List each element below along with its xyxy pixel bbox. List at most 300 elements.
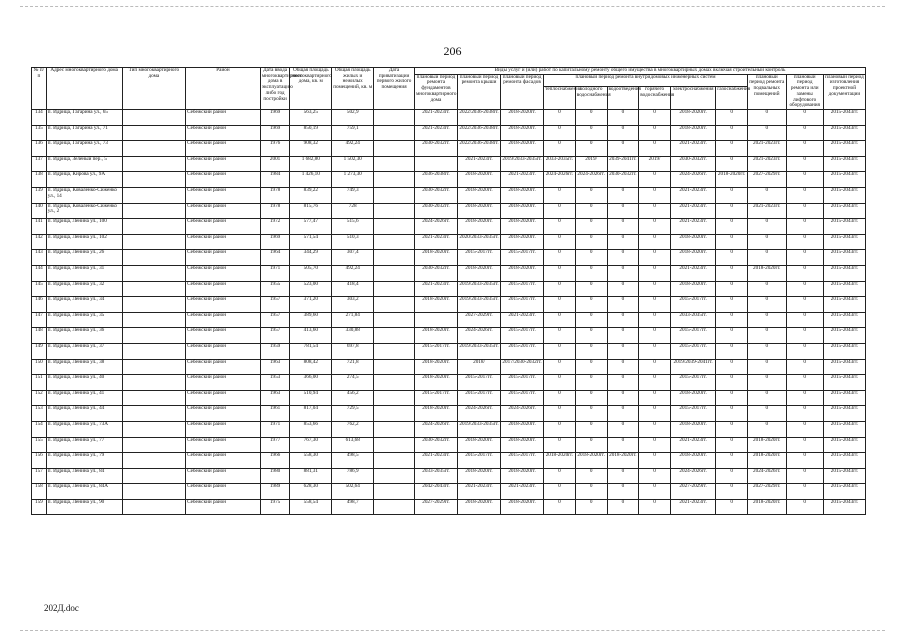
cell-gas: 0 [716,297,748,313]
cell-area: 628,30 [290,484,332,500]
cell-priv [374,468,415,484]
cell-facade: 2018-2020гг. [501,219,544,235]
cell-addr: п. Идрица, Ленина ул., 34 [46,297,122,313]
cell-proj: 2015-2043гг. [823,297,865,313]
cell-district: Себежский район [186,499,261,515]
cell-year: 1984 [260,172,289,188]
cell-n: 154 [32,421,47,437]
cell-hot: 0 [639,188,671,204]
cell-gas: 0 [716,468,748,484]
cell-priv [374,343,415,359]
cell-year: 1966 [260,453,289,469]
cell-type [122,156,185,172]
cell-type [122,297,185,313]
cell-priv [374,421,415,437]
table-row [32,499,866,515]
cell-facade: 2019/2033-2035гг. [501,156,544,172]
cell-addr: п. Идрица, Ленина ул., 35 [46,312,122,328]
cell-type [122,453,185,469]
cell-n: 147 [32,312,47,328]
cell-n: 135 [32,125,47,141]
cell-base: 2021-2023гг. [747,156,786,172]
cell-elec: 2019/2039-2041гг. [670,359,715,375]
cell-n: 134 [32,110,47,126]
cell-priv [374,453,415,469]
cell-res: 271,84 [332,312,374,328]
table-row [32,141,866,157]
cell-type [122,281,185,297]
cell-addr: п. Идрица, Зеленый пер., 5 [46,156,122,172]
cell-lift: 0 [786,297,823,313]
cell-lift: 0 [786,453,823,469]
cell-heat: 0 [544,484,576,500]
table-row [32,265,866,281]
cell-area: 558,30 [290,453,332,469]
cell-roof: 2022/2036-2038гг. [457,110,500,126]
cell-lift: 0 [786,468,823,484]
header-drain: водоотведения [607,87,639,110]
cell-cold: 0 [575,141,607,157]
cell-heat: 0 [544,437,576,453]
cell-priv [374,172,415,188]
cell-facade: 2018-2020гг. [501,125,544,141]
cell-gas: 0 [716,390,748,406]
cell-cold: 0 [575,188,607,204]
cell-year: 1969 [260,234,289,250]
cell-area: 817,04 [290,406,332,422]
cell-addr: п. Идрица, Ленина ул., 90 [46,499,122,515]
cell-priv [374,297,415,313]
header-elec: электроснабжения [670,87,715,110]
cell-drain: 2039-2041гг. [607,156,639,172]
cell-found: 2033-2035гг. [414,468,457,484]
cell-found: 2042-2043гг. [414,484,457,500]
cell-hot: 0 [639,421,671,437]
cell-type [122,219,185,235]
cell-n: 137 [32,156,47,172]
cell-facade: 2015-2017гг. [501,390,544,406]
cell-district: Себежский район [186,188,261,204]
cell-hot: 0 [639,453,671,469]
cell-n: 157 [32,468,47,484]
cell-found: 2015-2017гг. [414,343,457,359]
cell-base: 0 [747,359,786,375]
cell-priv [374,281,415,297]
cell-res: 728 [332,203,374,219]
cell-found: 2018-2020гг. [414,250,457,266]
cell-roof: 2019/2033-2035гг. [457,281,500,297]
cell-addr: п. Идрица, Коваленко-Сиженко ул., 14 [46,188,122,204]
cell-hot: 0 [639,265,671,281]
cell-roof: 2018-2020гг. [457,437,500,453]
cell-drain: 0 [607,484,639,500]
cell-lift: 0 [786,421,823,437]
cell-hot: 0 [639,406,671,422]
table-row [32,156,866,172]
cell-hot: 0 [639,234,671,250]
cell-elec: 2021-2023гг. [670,188,715,204]
cell-lift: 0 [786,265,823,281]
cell-lift: 0 [786,312,823,328]
cell-type [122,437,185,453]
cell-res: 307,4 [332,250,374,266]
cell-lift: 0 [786,359,823,375]
cell-n: 151 [32,375,47,391]
cell-gas: 0 [716,343,748,359]
cell-drain: 0 [607,234,639,250]
cell-priv [374,312,415,328]
cell-facade: 2018-2020гг. [501,421,544,437]
cell-area: 1 426,10 [290,172,332,188]
cell-district: Себежский район [186,312,261,328]
cell-proj: 2015-2043гг. [823,156,865,172]
cell-roof: 2021-2023гг. [457,156,500,172]
cell-cold: 0 [575,375,607,391]
cell-year: 1971 [260,265,289,281]
cell-roof: 2018-2020гг. [457,203,500,219]
header-type: Тип многоквартирного дома [122,68,185,110]
cell-year: 1961 [260,406,289,422]
cell-n: 143 [32,250,47,266]
cell-area: 1 682,80 [290,156,332,172]
cell-roof: 2018-2020гг. [457,172,500,188]
cell-heat: 0 [544,406,576,422]
cell-res: 786,9 [332,468,374,484]
cell-facade: 2018-2020гг. [501,468,544,484]
cell-drain: 0 [607,437,639,453]
cell-area: 389,60 [290,312,332,328]
cell-gas: 0 [716,156,748,172]
cell-hot: 0 [639,110,671,126]
cell-drain: 0 [607,188,639,204]
cell-proj: 2015-2043гг. [823,172,865,188]
cell-type [122,172,185,188]
cell-gas: 0 [716,125,748,141]
cell-res: 1 273,30 [332,172,374,188]
cell-type [122,406,185,422]
cell-res: 502,64 [332,484,374,500]
cell-res: 498,7 [332,499,374,515]
cell-lift: 0 [786,234,823,250]
cell-type [122,110,185,126]
cell-base: 0 [747,375,786,391]
cell-addr: п. Идрица, Ленина ул., 102 [46,234,122,250]
cell-n: 145 [32,281,47,297]
cell-addr: п. Идрица, Ленина ул., 79 [46,453,122,469]
cell-elec: 2024-2026гг. [670,172,715,188]
cell-facade: 2021-2023гг. [501,312,544,328]
cell-found: 2030-2032гг. [414,188,457,204]
cell-elec: 2018-2020гг. [670,281,715,297]
cell-heat: 0 [544,188,576,204]
cell-base: 2018-2020гг. [747,265,786,281]
cell-year: 1963 [260,359,289,375]
cell-type [122,375,185,391]
cell-area: 523,00 [290,281,332,297]
cell-year: 1976 [260,141,289,157]
cell-found [414,312,457,328]
cell-heat: 0 [544,141,576,157]
cell-roof: 2018-2020гг. [457,499,500,515]
cell-lift: 0 [786,484,823,500]
cell-res: 510,3 [332,234,374,250]
cell-found: 2021-2023гг. [414,281,457,297]
cell-year: 1957 [260,297,289,313]
table-row [32,343,866,359]
cell-gas: 0 [716,141,748,157]
table-row [32,234,866,250]
cell-district: Себежский район [186,110,261,126]
cell-proj: 2015-2043гг. [823,406,865,422]
page-number: 206 [443,44,462,58]
cell-drain: 0 [607,281,639,297]
cell-roof: 2019/2033-2035гг. [457,343,500,359]
cell-roof: 2015-2017гг. [457,375,500,391]
cell-priv [374,499,415,515]
header-engineering-group: плановый период ремонта внутридомовых инженерных систем [544,74,748,86]
cell-district: Себежский район [186,156,261,172]
cell-facade: 2015-2017гг. [501,250,544,266]
cell-drain: 0 [607,421,639,437]
cell-base: 0 [747,110,786,126]
cell-elec: 2024-2026гг. [670,468,715,484]
cell-area: 808,42 [290,359,332,375]
cell-addr: п. Идрица, Ленина ул., 84 [46,468,122,484]
cell-gas: 0 [716,219,748,235]
cell-gas: 0 [716,203,748,219]
cell-type [122,250,185,266]
cell-cold: 0 [575,328,607,344]
cell-proj: 2015-2043гг. [823,125,865,141]
cell-base: 0 [747,281,786,297]
cell-res: 303,2 [332,297,374,313]
cell-addr: п. Идрица, Ленина ул., 41 [46,390,122,406]
cell-gas: 0 [716,375,748,391]
cell-elec: 2033-2035гг. [670,312,715,328]
cell-priv [374,110,415,126]
table-row [32,125,866,141]
cell-cold: 0 [575,203,607,219]
cell-n: 146 [32,297,47,313]
cell-heat: 0 [544,265,576,281]
cell-drain: 0 [607,328,639,344]
cell-elec: 2018-2020гг. [670,390,715,406]
cell-heat: 0 [544,359,576,375]
cell-district: Себежский район [186,421,261,437]
cell-area: 908,32 [290,141,332,157]
cell-year: 1955 [260,281,289,297]
cell-cold: 0 [575,265,607,281]
cell-gas: 0 [716,312,748,328]
cell-lift: 0 [786,250,823,266]
cell-year: 1971 [260,421,289,437]
cell-heat: 0 [544,421,576,437]
cell-base: 0 [747,219,786,235]
cell-proj: 2015-2043гг. [823,219,865,235]
cell-year: 1969 [260,125,289,141]
cell-base: 0 [747,250,786,266]
cell-district: Себежский район [186,359,261,375]
cell-hot: 0 [639,281,671,297]
cell-lift: 0 [786,203,823,219]
cell-addr: п. Идрица, Гагарина ул., 73 [46,141,122,157]
cell-type [122,203,185,219]
cell-type [122,499,185,515]
cell-roof: 2027-2029гг. [457,312,500,328]
cell-base: 0 [747,328,786,344]
cell-type [122,328,185,344]
cell-lift: 0 [786,343,823,359]
cell-n: 148 [32,328,47,344]
cell-cold: 0 [575,281,607,297]
cell-facade: 2018-2020гг. [501,141,544,157]
cell-district: Себежский район [186,343,261,359]
cell-heat: 0 [544,281,576,297]
cell-proj: 2015-2043гг. [823,110,865,126]
cell-drain: 2030-2032гг. [607,172,639,188]
cell-area: 881,31 [290,468,332,484]
cell-proj: 2015-2043гг. [823,390,865,406]
cell-roof: 2018-2020гг. [457,188,500,204]
cell-lift: 0 [786,188,823,204]
header-project: плановый период изготовления проектной документации [823,74,865,109]
cell-priv [374,250,415,266]
cell-type [122,141,185,157]
cell-addr: п. Идрица, Ленина ул., 37 [46,343,122,359]
cell-heat: 0 [544,203,576,219]
table-row [32,406,866,422]
cell-elec: 2021-2023гг. [670,499,715,515]
header-basement: плановый период ремонта подвальных помещений [747,74,786,109]
cell-drain: 0 [607,203,639,219]
cell-facade: 2018-2020гг. [501,203,544,219]
cell-priv [374,188,415,204]
cell-addr: п. Идрица, Коваленко-Сиженко ул., 2 [46,203,122,219]
cell-facade: 2018-2020гг. [501,110,544,126]
cell-district: Себежский район [186,125,261,141]
table-row [32,203,866,219]
cell-base: 0 [747,297,786,313]
cell-heat: 0 [544,343,576,359]
cell-roof: 2021-2023гг. [457,484,500,500]
cell-cold: 0 [575,390,607,406]
cell-facade: 2017/2030-2032гг. [501,359,544,375]
cell-heat: 0 [544,234,576,250]
cell-found: 2018-2020гг. [414,359,457,375]
cell-elec: 2015-2017гг. [670,297,715,313]
cell-priv [374,219,415,235]
cell-gas: 2018-2020гг. [716,172,748,188]
header-address: Адрес многоквартирного дома [46,68,122,110]
cell-district: Себежский район [186,437,261,453]
cell-base: 0 [747,234,786,250]
cell-hot: 0 [639,484,671,500]
cell-elec: 2027-2029гг. [670,484,715,500]
cell-hot: 0 [639,125,671,141]
header-district: Район [186,68,261,110]
cell-addr: п. Идрица, Кирова ул., 9А [46,172,122,188]
repair-schedule-table [31,67,866,515]
cell-year: 2001 [260,156,289,172]
cell-priv [374,359,415,375]
cell-gas: 0 [716,406,748,422]
cell-res: 502,9 [332,110,374,126]
cell-n: 158 [32,484,47,500]
header-facade: плановый период ремонта фасадов [501,74,544,109]
cell-district: Себежский район [186,406,261,422]
cell-proj: 2015-2043гг. [823,437,865,453]
cell-facade: 2015-2017гг. [501,328,544,344]
cell-proj: 2015-2043гг. [823,141,865,157]
cell-hot: 0 [639,468,671,484]
cell-hot: 0 [639,390,671,406]
cell-base: 0 [747,312,786,328]
cell-elec: 2018-2020гг. [670,421,715,437]
cell-cold: 2019/ [575,156,607,172]
cell-proj: 2015-2043гг. [823,484,865,500]
cell-area: 563,25 [290,110,332,126]
cell-cold: 0 [575,421,607,437]
cell-drain: 0 [607,468,639,484]
cell-cold: 0 [575,234,607,250]
table-row [32,297,866,313]
cell-type [122,359,185,375]
cell-found: 2024-2026гг. [414,219,457,235]
cell-proj: 2015-2043гг. [823,453,865,469]
cell-n: 141 [32,219,47,235]
bottom-dashed-line [20,630,885,631]
cell-facade: 2015-2017гг. [501,375,544,391]
cell-base: 0 [747,421,786,437]
cell-drain: 0 [607,219,639,235]
cell-gas: 0 [716,453,748,469]
header-year: Дата ввода многоквартирного дома в эксплуатацию либо год постройки [260,68,289,110]
cell-n: 153 [32,406,47,422]
cell-res: 515,6 [332,219,374,235]
cell-gas: 0 [716,421,748,437]
header-hot: горячего водоснабжения [639,87,671,110]
cell-proj: 2015-2043гг. [823,281,865,297]
cell-base: 2027-2029гг. [747,484,786,500]
cell-area: 510,94 [290,390,332,406]
cell-priv [374,328,415,344]
cell-year: 1980 [260,468,289,484]
cell-found: 2030-2032гг. [414,141,457,157]
cell-base: 0 [747,125,786,141]
cell-year: 1989 [260,484,289,500]
cell-gas: 0 [716,234,748,250]
cell-hot: 0 [639,359,671,375]
cell-found: 2024-2026гг. [414,421,457,437]
cell-heat: 0 [544,250,576,266]
cell-facade: 2018-2020гг. [501,234,544,250]
table-row [32,453,866,469]
cell-type [122,484,185,500]
cell-drain: 0 [607,499,639,515]
table-row [32,468,866,484]
cell-facade: 2021-2023гг. [501,484,544,500]
cell-type [122,234,185,250]
cell-gas: 0 [716,437,748,453]
cell-facade: 2018-2020гг. [501,188,544,204]
cell-hot: 0 [639,499,671,515]
cell-found: 2027-2029гг. [414,499,457,515]
cell-hot: 2019/ [639,156,671,172]
cell-res: 749,3 [332,188,374,204]
cell-addr: п. Идрица, Ленина ул., 73А [46,421,122,437]
cell-facade: 2018-2020гг. [501,499,544,515]
cell-drain: 0 [607,141,639,157]
